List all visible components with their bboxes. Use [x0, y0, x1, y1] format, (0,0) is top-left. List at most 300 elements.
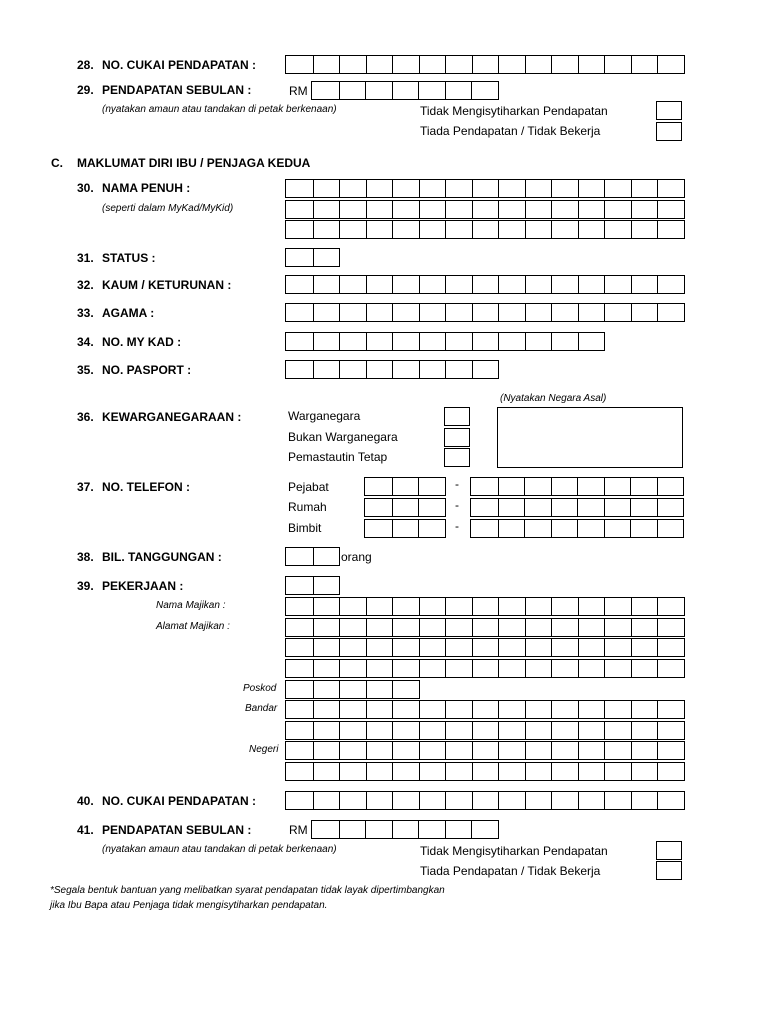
input-cell[interactable] [551, 722, 578, 739]
input-cell[interactable] [657, 742, 684, 759]
input-cell[interactable] [604, 742, 631, 759]
input-cell[interactable] [604, 520, 631, 537]
input-cell[interactable] [392, 619, 419, 636]
input-cell[interactable] [392, 660, 419, 677]
passport-grid[interactable] [285, 360, 499, 379]
input-cell[interactable] [392, 276, 419, 293]
input-cell[interactable] [631, 221, 658, 238]
input-cell[interactable] [525, 276, 552, 293]
input-cell[interactable] [578, 180, 605, 197]
input-cell[interactable] [286, 701, 313, 718]
input-cell[interactable] [313, 598, 340, 615]
input-cell[interactable] [419, 276, 446, 293]
input-cell[interactable] [657, 598, 684, 615]
input-cell[interactable] [578, 660, 605, 677]
input-cell[interactable] [339, 742, 366, 759]
input-cell[interactable] [366, 180, 393, 197]
input-cell[interactable] [525, 742, 552, 759]
full-name-grid-row-2[interactable] [285, 200, 685, 219]
input-cell[interactable] [657, 180, 684, 197]
full-name-grid-row-1[interactable] [285, 179, 685, 198]
input-cell[interactable] [366, 598, 393, 615]
input-cell[interactable] [392, 499, 419, 516]
input-cell[interactable] [286, 639, 313, 656]
input-cell[interactable] [392, 520, 419, 537]
input-cell[interactable] [445, 639, 472, 656]
input-cell[interactable] [631, 276, 658, 293]
employer-address-grid-row-2[interactable] [285, 638, 685, 657]
input-cell[interactable] [604, 763, 631, 780]
input-cell[interactable] [419, 361, 446, 378]
input-cell[interactable] [578, 221, 605, 238]
input-cell[interactable] [286, 722, 313, 739]
input-cell[interactable] [392, 639, 419, 656]
input-cell[interactable] [286, 763, 313, 780]
input-cell[interactable] [471, 821, 498, 838]
input-cell[interactable] [313, 701, 340, 718]
input-cell[interactable] [366, 201, 393, 218]
input-cell[interactable] [578, 56, 605, 73]
phone-office-area-code-grid[interactable] [364, 477, 446, 496]
input-cell[interactable] [419, 333, 446, 350]
input-cell[interactable] [339, 304, 366, 321]
input-cell[interactable] [472, 598, 499, 615]
input-cell[interactable] [551, 520, 578, 537]
input-cell[interactable] [471, 499, 498, 516]
input-cell[interactable] [472, 276, 499, 293]
input-cell[interactable] [366, 742, 393, 759]
input-cell[interactable] [339, 722, 366, 739]
input-cell[interactable] [578, 722, 605, 739]
input-cell[interactable] [551, 201, 578, 218]
input-cell[interactable] [286, 792, 313, 809]
input-cell[interactable] [498, 276, 525, 293]
input-cell[interactable] [339, 221, 366, 238]
input-cell[interactable] [419, 701, 446, 718]
input-cell[interactable] [524, 499, 551, 516]
input-cell[interactable] [339, 660, 366, 677]
input-cell[interactable] [631, 660, 658, 677]
input-cell[interactable] [313, 276, 340, 293]
input-cell[interactable] [631, 56, 658, 73]
input-cell[interactable] [286, 249, 313, 266]
input-cell[interactable] [498, 180, 525, 197]
input-cell[interactable] [604, 792, 631, 809]
input-cell[interactable] [631, 722, 658, 739]
input-cell[interactable] [604, 221, 631, 238]
input-cell[interactable] [418, 82, 445, 99]
input-cell[interactable] [657, 520, 684, 537]
input-cell[interactable] [339, 82, 366, 99]
employer-address-grid-row-1[interactable] [285, 618, 685, 637]
input-cell[interactable] [577, 520, 604, 537]
input-cell[interactable] [286, 304, 313, 321]
input-cell[interactable] [419, 56, 446, 73]
input-cell[interactable] [365, 499, 392, 516]
input-cell[interactable] [286, 201, 313, 218]
input-cell[interactable] [419, 763, 446, 780]
input-cell[interactable] [286, 660, 313, 677]
input-cell[interactable] [445, 304, 472, 321]
input-cell[interactable] [392, 180, 419, 197]
input-cell[interactable] [472, 333, 499, 350]
input-cell[interactable] [498, 478, 525, 495]
input-cell[interactable] [366, 56, 393, 73]
input-cell[interactable] [339, 639, 366, 656]
religion-grid[interactable] [285, 303, 685, 322]
occupation-grid[interactable] [285, 576, 340, 595]
input-cell[interactable] [657, 792, 684, 809]
input-cell[interactable] [313, 681, 340, 698]
input-cell[interactable] [472, 722, 499, 739]
input-cell[interactable] [366, 639, 393, 656]
city-grid-row-2[interactable] [285, 721, 685, 740]
input-cell[interactable] [366, 361, 393, 378]
input-cell[interactable] [498, 619, 525, 636]
input-cell[interactable] [418, 821, 445, 838]
input-cell[interactable] [445, 701, 472, 718]
input-cell[interactable] [551, 660, 578, 677]
input-cell[interactable] [551, 180, 578, 197]
input-cell[interactable] [578, 276, 605, 293]
input-cell[interactable] [286, 548, 313, 565]
input-cell[interactable] [419, 598, 446, 615]
input-cell[interactable] [631, 763, 658, 780]
input-cell[interactable] [392, 598, 419, 615]
input-cell[interactable] [578, 619, 605, 636]
country-of-origin-box[interactable] [497, 407, 683, 468]
input-cell[interactable] [578, 639, 605, 656]
monthly-income-grid-2[interactable] [311, 820, 499, 839]
monthly-income-grid[interactable] [311, 81, 499, 100]
input-cell[interactable] [630, 520, 657, 537]
input-cell[interactable] [419, 660, 446, 677]
input-cell[interactable] [551, 792, 578, 809]
input-cell[interactable] [392, 82, 419, 99]
input-cell[interactable] [604, 660, 631, 677]
input-cell[interactable] [657, 56, 684, 73]
input-cell[interactable] [445, 792, 472, 809]
input-cell[interactable] [631, 639, 658, 656]
input-cell[interactable] [339, 619, 366, 636]
input-cell[interactable] [472, 201, 499, 218]
input-cell[interactable] [525, 701, 552, 718]
input-cell[interactable] [286, 333, 313, 350]
input-cell[interactable] [498, 701, 525, 718]
q29-not-declared-checkbox[interactable] [656, 101, 682, 120]
input-cell[interactable] [445, 763, 472, 780]
input-cell[interactable] [578, 304, 605, 321]
input-cell[interactable] [525, 639, 552, 656]
input-cell[interactable] [657, 304, 684, 321]
input-cell[interactable] [657, 221, 684, 238]
input-cell[interactable] [631, 304, 658, 321]
input-cell[interactable] [631, 792, 658, 809]
input-cell[interactable] [524, 520, 551, 537]
input-cell[interactable] [551, 304, 578, 321]
input-cell[interactable] [498, 639, 525, 656]
input-cell[interactable] [366, 660, 393, 677]
input-cell[interactable] [551, 619, 578, 636]
input-cell[interactable] [630, 499, 657, 516]
input-cell[interactable] [392, 304, 419, 321]
dependents-grid[interactable] [285, 547, 340, 566]
input-cell[interactable] [339, 821, 366, 838]
input-cell[interactable] [577, 478, 604, 495]
input-cell[interactable] [445, 742, 472, 759]
input-cell[interactable] [286, 619, 313, 636]
input-cell[interactable] [498, 499, 525, 516]
input-cell[interactable] [551, 742, 578, 759]
input-cell[interactable] [312, 82, 339, 99]
input-cell[interactable] [472, 763, 499, 780]
input-cell[interactable] [525, 598, 552, 615]
input-cell[interactable] [445, 361, 472, 378]
full-name-grid-row-3[interactable] [285, 220, 685, 239]
input-cell[interactable] [365, 520, 392, 537]
input-cell[interactable] [445, 722, 472, 739]
input-cell[interactable] [525, 722, 552, 739]
input-cell[interactable] [498, 201, 525, 218]
permanent-resident-checkbox[interactable] [444, 448, 470, 467]
input-cell[interactable] [578, 701, 605, 718]
input-cell[interactable] [631, 180, 658, 197]
input-cell[interactable] [339, 201, 366, 218]
input-cell[interactable] [525, 304, 552, 321]
input-cell[interactable] [577, 499, 604, 516]
state-grid-row-1[interactable] [285, 741, 685, 760]
input-cell[interactable] [604, 201, 631, 218]
input-cell[interactable] [392, 792, 419, 809]
q41-no-income-checkbox[interactable] [656, 861, 682, 880]
input-cell[interactable] [471, 520, 498, 537]
input-cell[interactable] [498, 333, 525, 350]
input-cell[interactable] [419, 639, 446, 656]
income-tax-number-grid-2[interactable] [285, 791, 685, 810]
input-cell[interactable] [339, 763, 366, 780]
input-cell[interactable] [339, 333, 366, 350]
input-cell[interactable] [445, 82, 472, 99]
employer-name-grid[interactable] [285, 597, 685, 616]
input-cell[interactable] [313, 249, 340, 266]
input-cell[interactable] [525, 763, 552, 780]
status-grid[interactable] [285, 248, 340, 267]
input-cell[interactable] [313, 180, 340, 197]
input-cell[interactable] [604, 722, 631, 739]
input-cell[interactable] [604, 639, 631, 656]
input-cell[interactable] [392, 701, 419, 718]
input-cell[interactable] [419, 722, 446, 739]
input-cell[interactable] [472, 619, 499, 636]
input-cell[interactable] [392, 361, 419, 378]
input-cell[interactable] [551, 763, 578, 780]
input-cell[interactable] [578, 742, 605, 759]
input-cell[interactable] [313, 333, 340, 350]
input-cell[interactable] [392, 763, 419, 780]
input-cell[interactable] [286, 598, 313, 615]
input-cell[interactable] [498, 56, 525, 73]
input-cell[interactable] [578, 598, 605, 615]
input-cell[interactable] [365, 821, 392, 838]
input-cell[interactable] [339, 701, 366, 718]
input-cell[interactable] [313, 304, 340, 321]
input-cell[interactable] [339, 792, 366, 809]
input-cell[interactable] [365, 478, 392, 495]
input-cell[interactable] [392, 722, 419, 739]
input-cell[interactable] [472, 304, 499, 321]
input-cell[interactable] [445, 201, 472, 218]
input-cell[interactable] [524, 478, 551, 495]
input-cell[interactable] [313, 763, 340, 780]
input-cell[interactable] [631, 619, 658, 636]
input-cell[interactable] [551, 333, 578, 350]
input-cell[interactable] [551, 701, 578, 718]
q29-no-income-checkbox[interactable] [656, 122, 682, 141]
input-cell[interactable] [392, 221, 419, 238]
input-cell[interactable] [498, 304, 525, 321]
input-cell[interactable] [472, 701, 499, 718]
input-cell[interactable] [286, 361, 313, 378]
input-cell[interactable] [471, 82, 498, 99]
input-cell[interactable] [419, 742, 446, 759]
input-cell[interactable] [604, 180, 631, 197]
input-cell[interactable] [313, 361, 340, 378]
input-cell[interactable] [631, 701, 658, 718]
input-cell[interactable] [313, 722, 340, 739]
input-cell[interactable] [472, 180, 499, 197]
input-cell[interactable] [472, 56, 499, 73]
input-cell[interactable] [365, 82, 392, 99]
input-cell[interactable] [313, 577, 340, 594]
input-cell[interactable] [392, 742, 419, 759]
phone-office-number-grid[interactable] [470, 477, 684, 496]
input-cell[interactable] [445, 180, 472, 197]
input-cell[interactable] [445, 619, 472, 636]
input-cell[interactable] [657, 639, 684, 656]
input-cell[interactable] [657, 619, 684, 636]
input-cell[interactable] [657, 660, 684, 677]
input-cell[interactable] [392, 201, 419, 218]
input-cell[interactable] [286, 276, 313, 293]
input-cell[interactable] [657, 722, 684, 739]
input-cell[interactable] [366, 304, 393, 321]
input-cell[interactable] [657, 478, 684, 495]
postcode-grid[interactable] [285, 680, 420, 699]
input-cell[interactable] [525, 201, 552, 218]
input-cell[interactable] [286, 221, 313, 238]
race-grid[interactable] [285, 275, 685, 294]
input-cell[interactable] [392, 478, 419, 495]
input-cell[interactable] [313, 201, 340, 218]
input-cell[interactable] [525, 619, 552, 636]
input-cell[interactable] [525, 221, 552, 238]
input-cell[interactable] [551, 478, 578, 495]
input-cell[interactable] [366, 333, 393, 350]
income-tax-number-grid[interactable] [285, 55, 685, 74]
input-cell[interactable] [419, 304, 446, 321]
input-cell[interactable] [657, 499, 684, 516]
input-cell[interactable] [551, 56, 578, 73]
input-cell[interactable] [286, 681, 313, 698]
input-cell[interactable] [630, 478, 657, 495]
input-cell[interactable] [419, 201, 446, 218]
input-cell[interactable] [339, 180, 366, 197]
input-cell[interactable] [631, 742, 658, 759]
input-cell[interactable] [472, 639, 499, 656]
input-cell[interactable] [604, 598, 631, 615]
input-cell[interactable] [339, 681, 366, 698]
input-cell[interactable] [525, 792, 552, 809]
input-cell[interactable] [419, 221, 446, 238]
input-cell[interactable] [392, 333, 419, 350]
input-cell[interactable] [418, 520, 445, 537]
input-cell[interactable] [631, 598, 658, 615]
input-cell[interactable] [286, 742, 313, 759]
input-cell[interactable] [604, 499, 631, 516]
input-cell[interactable] [313, 56, 340, 73]
input-cell[interactable] [657, 276, 684, 293]
input-cell[interactable] [392, 821, 419, 838]
input-cell[interactable] [366, 221, 393, 238]
input-cell[interactable] [286, 56, 313, 73]
input-cell[interactable] [551, 499, 578, 516]
input-cell[interactable] [366, 763, 393, 780]
input-cell[interactable] [366, 276, 393, 293]
input-cell[interactable] [551, 639, 578, 656]
phone-home-area-code-grid[interactable] [364, 498, 446, 517]
input-cell[interactable] [498, 742, 525, 759]
input-cell[interactable] [471, 478, 498, 495]
input-cell[interactable] [498, 763, 525, 780]
input-cell[interactable] [313, 639, 340, 656]
input-cell[interactable] [551, 276, 578, 293]
input-cell[interactable] [445, 660, 472, 677]
input-cell[interactable] [551, 598, 578, 615]
phone-mobile-number-grid[interactable] [470, 519, 684, 538]
input-cell[interactable] [472, 742, 499, 759]
input-cell[interactable] [366, 792, 393, 809]
input-cell[interactable] [604, 701, 631, 718]
input-cell[interactable] [578, 763, 605, 780]
input-cell[interactable] [472, 792, 499, 809]
non-citizen-checkbox[interactable] [444, 428, 470, 447]
input-cell[interactable] [604, 56, 631, 73]
input-cell[interactable] [445, 221, 472, 238]
q41-not-declared-checkbox[interactable] [656, 841, 682, 860]
input-cell[interactable] [419, 180, 446, 197]
input-cell[interactable] [472, 660, 499, 677]
input-cell[interactable] [445, 56, 472, 73]
input-cell[interactable] [525, 180, 552, 197]
input-cell[interactable] [419, 619, 446, 636]
input-cell[interactable] [339, 276, 366, 293]
input-cell[interactable] [366, 701, 393, 718]
input-cell[interactable] [657, 763, 684, 780]
input-cell[interactable] [445, 333, 472, 350]
mykad-grid[interactable] [285, 332, 605, 351]
input-cell[interactable] [339, 361, 366, 378]
input-cell[interactable] [525, 56, 552, 73]
input-cell[interactable] [525, 333, 552, 350]
input-cell[interactable] [445, 821, 472, 838]
input-cell[interactable] [366, 681, 393, 698]
input-cell[interactable] [418, 499, 445, 516]
input-cell[interactable] [339, 598, 366, 615]
phone-mobile-prefix-grid[interactable] [364, 519, 446, 538]
state-grid-row-2[interactable] [285, 762, 685, 781]
input-cell[interactable] [498, 722, 525, 739]
input-cell[interactable] [366, 722, 393, 739]
